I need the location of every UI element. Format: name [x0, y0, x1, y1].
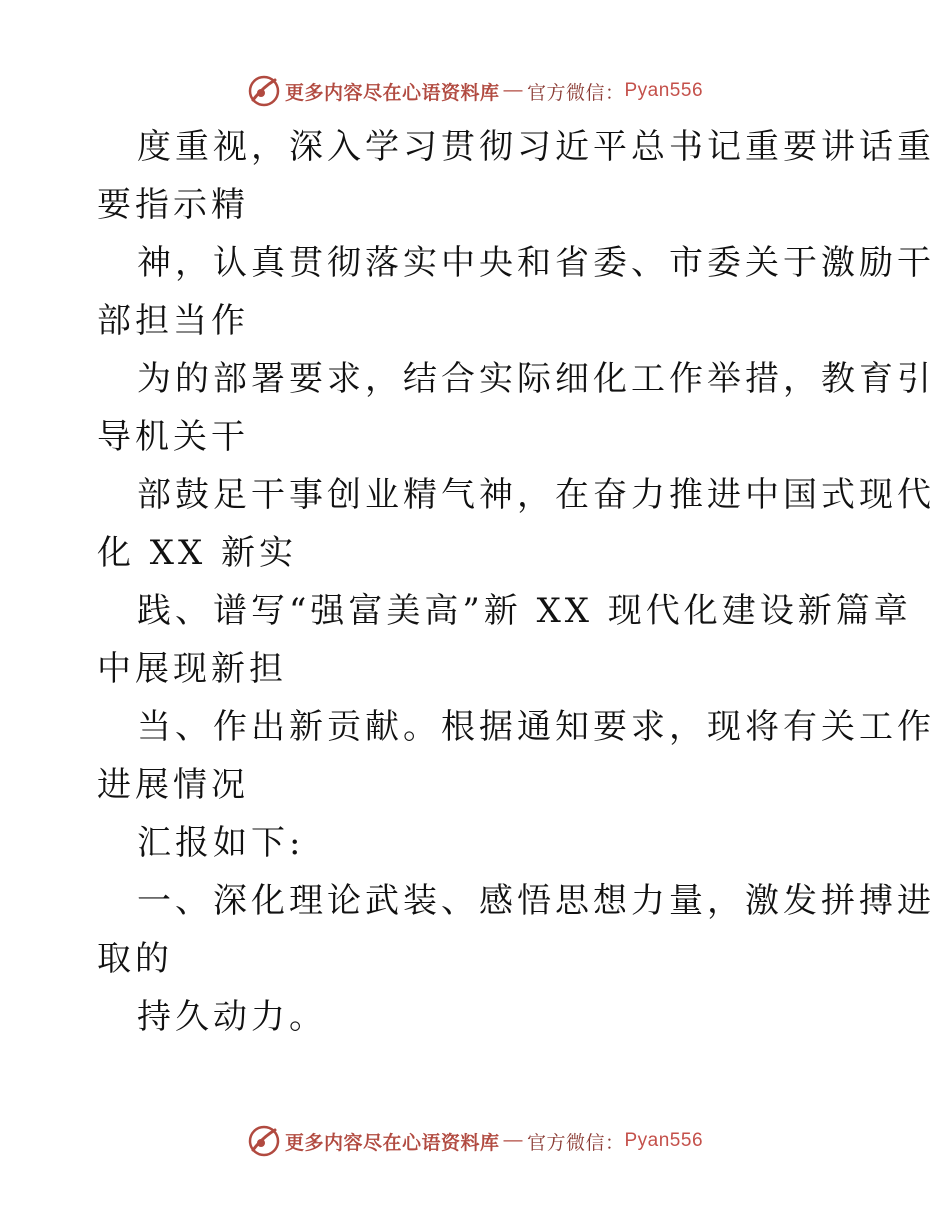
paragraph-line: 当、作出新贡献。根据通知要求，现将有关工作	[137, 707, 935, 747]
paragraph-line: 部担当作	[97, 301, 249, 341]
paragraph-line: 化 XX 新实	[97, 533, 298, 573]
section-heading-line: 持久动力。	[137, 997, 327, 1037]
wechat-id: Pyan556	[624, 80, 704, 101]
banner-dash: —	[503, 80, 523, 101]
footer-banner	[0, 1121, 950, 1161]
header-banner	[0, 71, 950, 111]
wechat-label: 官方微信：	[526, 1132, 625, 1154]
banner-dash: —	[503, 1130, 523, 1151]
paragraph-line: 汇报如下:	[137, 823, 305, 863]
section-heading-line: 一、深化理论武装、感悟思想力量，激发拼搏进	[137, 881, 935, 921]
document-body	[97, 118, 935, 1046]
paragraph-line: 为的部署要求，结合实际细化工作举措，教育引	[137, 359, 935, 399]
brush-logo-icon	[247, 1124, 281, 1158]
paragraph-line: 部鼓足干事创业精气神，在奋力推进中国式现代	[137, 475, 935, 515]
paragraph-line: 要指示精	[97, 185, 249, 225]
paragraph-line: 导机关干	[97, 417, 249, 457]
brush-logo-icon	[247, 74, 281, 108]
paragraph-line: 神，认真贯彻落实中央和省委、市委关于激励干	[137, 243, 935, 283]
wechat-label: 官方微信：	[526, 82, 625, 104]
banner-title: 更多内容尽在心语资料库	[284, 1132, 500, 1154]
wechat-id: Pyan556	[624, 1130, 704, 1151]
section-heading-line: 取的	[97, 939, 173, 979]
paragraph-line: 进展情况	[97, 765, 249, 805]
paragraph-line: 践、谱写“强富美高”新 XX 现代化建设新篇章	[137, 591, 912, 631]
banner-title: 更多内容尽在心语资料库	[284, 82, 500, 104]
paragraph-line: 中展现新担	[97, 649, 287, 689]
paragraph-line: 度重视，深入学习贯彻习近平总书记重要讲话重	[137, 127, 935, 167]
